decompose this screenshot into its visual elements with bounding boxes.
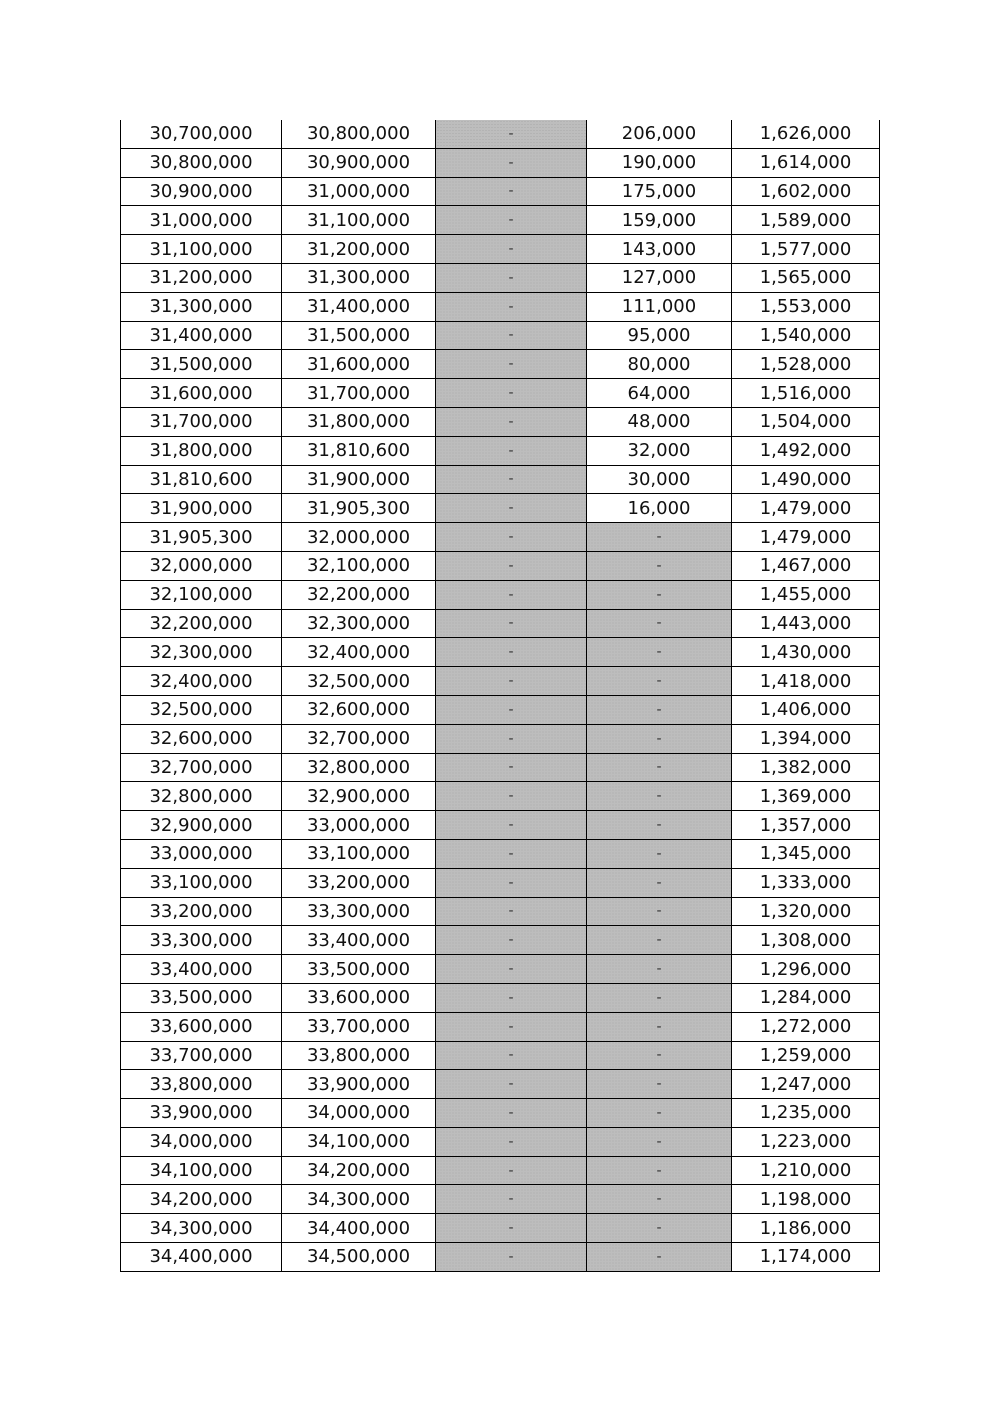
amount-col5-cell: 1,320,000 (732, 897, 880, 926)
amount-col5-cell: 1,492,000 (732, 436, 880, 465)
amount-col3-cell: - (436, 177, 587, 206)
income-from-cell: 32,300,000 (121, 638, 282, 667)
income-from-cell: 32,000,000 (121, 551, 282, 580)
amount-col4-cell: - (587, 1012, 732, 1041)
income-to-cell: 34,000,000 (282, 1099, 436, 1128)
amount-col4-cell: - (587, 839, 732, 868)
income-from-cell: 31,905,300 (121, 523, 282, 552)
amount-col4-cell: - (587, 1214, 732, 1243)
income-from-cell: 32,100,000 (121, 580, 282, 609)
amount-col4-cell: - (587, 609, 732, 638)
amount-col4-cell: 127,000 (587, 263, 732, 292)
amount-col5-cell: 1,479,000 (732, 494, 880, 523)
income-to-cell: 32,900,000 (282, 782, 436, 811)
amount-col3-cell: - (436, 1041, 587, 1070)
amount-col5-cell: 1,577,000 (732, 235, 880, 264)
income-to-cell: 33,700,000 (282, 1012, 436, 1041)
income-from-cell: 34,300,000 (121, 1214, 282, 1243)
amount-col4-cell: - (587, 580, 732, 609)
table-row (121, 436, 880, 465)
table-row (121, 1012, 880, 1041)
income-to-cell: 31,600,000 (282, 350, 436, 379)
table-row (121, 1185, 880, 1214)
amount-col3-cell: - (436, 494, 587, 523)
income-to-cell: 33,900,000 (282, 1070, 436, 1099)
table-row (121, 120, 880, 148)
amount-col5-cell: 1,504,000 (732, 407, 880, 436)
amount-col4-cell: 48,000 (587, 407, 732, 436)
income-to-cell: 32,600,000 (282, 695, 436, 724)
amount-col3-cell: - (436, 407, 587, 436)
amount-col5-cell: 1,210,000 (732, 1156, 880, 1185)
amount-col5-cell: 1,308,000 (732, 926, 880, 955)
amount-col3-cell: - (436, 638, 587, 667)
amount-col4-cell: - (587, 753, 732, 782)
income-to-cell: 31,800,000 (282, 407, 436, 436)
table-row (121, 263, 880, 292)
table-row (121, 868, 880, 897)
amount-col5-cell: 1,490,000 (732, 465, 880, 494)
amount-col5-cell: 1,602,000 (732, 177, 880, 206)
table-row (121, 926, 880, 955)
amount-col4-cell: - (587, 724, 732, 753)
table-row (121, 1070, 880, 1099)
income-from-cell: 34,100,000 (121, 1156, 282, 1185)
amount-col3-cell: - (436, 1243, 587, 1272)
amount-col3-cell: - (436, 379, 587, 408)
amount-col5-cell: 1,296,000 (732, 955, 880, 984)
table-row (121, 465, 880, 494)
income-from-cell: 31,900,000 (121, 494, 282, 523)
amount-col4-cell: - (587, 782, 732, 811)
income-from-cell: 32,400,000 (121, 667, 282, 696)
income-from-cell: 31,810,600 (121, 465, 282, 494)
income-to-cell: 34,300,000 (282, 1185, 436, 1214)
income-to-cell: 32,100,000 (282, 551, 436, 580)
table-row (121, 206, 880, 235)
amount-col5-cell: 1,479,000 (732, 523, 880, 552)
table-row (121, 321, 880, 350)
income-from-cell: 32,600,000 (121, 724, 282, 753)
table-row (121, 235, 880, 264)
income-from-cell: 33,800,000 (121, 1070, 282, 1099)
table-row (121, 782, 880, 811)
amount-col4-cell: - (587, 897, 732, 926)
income-to-cell: 31,400,000 (282, 292, 436, 321)
amount-col3-cell: - (436, 1070, 587, 1099)
amount-col5-cell: 1,589,000 (732, 206, 880, 235)
amount-col3-cell: - (436, 321, 587, 350)
amount-col5-cell: 1,198,000 (732, 1185, 880, 1214)
amount-col4-cell: - (587, 1041, 732, 1070)
amount-col4-cell: 95,000 (587, 321, 732, 350)
amount-col4-cell: 175,000 (587, 177, 732, 206)
amount-col3-cell: - (436, 811, 587, 840)
income-to-cell: 33,300,000 (282, 897, 436, 926)
income-from-cell: 31,300,000 (121, 292, 282, 321)
amount-col4-cell: 64,000 (587, 379, 732, 408)
table-row (121, 1243, 880, 1272)
income-to-cell: 33,000,000 (282, 811, 436, 840)
income-from-cell: 33,300,000 (121, 926, 282, 955)
amount-col4-cell: - (587, 695, 732, 724)
income-from-cell: 32,700,000 (121, 753, 282, 782)
table-row (121, 551, 880, 580)
amount-col5-cell: 1,565,000 (732, 263, 880, 292)
amount-col3-cell: - (436, 868, 587, 897)
income-from-cell: 33,700,000 (121, 1041, 282, 1070)
amount-col3-cell: - (436, 292, 587, 321)
income-to-cell: 31,900,000 (282, 465, 436, 494)
amount-col3-cell: - (436, 782, 587, 811)
amount-col3-cell: - (436, 667, 587, 696)
income-from-cell: 33,900,000 (121, 1099, 282, 1128)
amount-col4-cell: - (587, 523, 732, 552)
table-row (121, 955, 880, 984)
amount-col5-cell: 1,394,000 (732, 724, 880, 753)
amount-col3-cell: - (436, 695, 587, 724)
table-row (121, 1127, 880, 1156)
income-to-cell: 31,100,000 (282, 206, 436, 235)
income-from-cell: 32,200,000 (121, 609, 282, 638)
amount-col5-cell: 1,174,000 (732, 1243, 880, 1272)
amount-col5-cell: 1,357,000 (732, 811, 880, 840)
amount-col3-cell: - (436, 206, 587, 235)
amount-col5-cell: 1,443,000 (732, 609, 880, 638)
amount-col4-cell: - (587, 1156, 732, 1185)
amount-col4-cell: 190,000 (587, 148, 732, 177)
income-from-cell: 31,500,000 (121, 350, 282, 379)
income-to-cell: 31,200,000 (282, 235, 436, 264)
income-to-cell: 34,200,000 (282, 1156, 436, 1185)
income-from-cell: 31,100,000 (121, 235, 282, 264)
amount-col3-cell: - (436, 1099, 587, 1128)
amount-col5-cell: 1,528,000 (732, 350, 880, 379)
amount-col5-cell: 1,430,000 (732, 638, 880, 667)
amount-col3-cell: - (436, 897, 587, 926)
amount-col4-cell: - (587, 926, 732, 955)
income-to-cell: 31,810,600 (282, 436, 436, 465)
amount-col5-cell: 1,614,000 (732, 148, 880, 177)
amount-col3-cell: - (436, 1185, 587, 1214)
table-row (121, 667, 880, 696)
income-from-cell: 31,000,000 (121, 206, 282, 235)
amount-col5-cell: 1,455,000 (732, 580, 880, 609)
income-from-cell: 32,900,000 (121, 811, 282, 840)
income-from-cell: 31,200,000 (121, 263, 282, 292)
income-from-cell: 33,500,000 (121, 983, 282, 1012)
amount-col4-cell: - (587, 1099, 732, 1128)
amount-col4-cell: - (587, 955, 732, 984)
income-to-cell: 32,800,000 (282, 753, 436, 782)
income-from-cell: 31,800,000 (121, 436, 282, 465)
amount-col5-cell: 1,186,000 (732, 1214, 880, 1243)
table-row (121, 494, 880, 523)
income-to-cell: 34,100,000 (282, 1127, 436, 1156)
income-from-cell: 30,900,000 (121, 177, 282, 206)
income-to-cell: 32,700,000 (282, 724, 436, 753)
income-to-cell: 34,400,000 (282, 1214, 436, 1243)
amount-col5-cell: 1,345,000 (732, 839, 880, 868)
amount-col3-cell: - (436, 523, 587, 552)
income-from-cell: 31,400,000 (121, 321, 282, 350)
table-row (121, 724, 880, 753)
table-row (121, 983, 880, 1012)
table-row (121, 753, 880, 782)
amount-col3-cell: - (436, 983, 587, 1012)
table-row (121, 609, 880, 638)
amount-col5-cell: 1,406,000 (732, 695, 880, 724)
amount-col3-cell: - (436, 1214, 587, 1243)
table-row (121, 695, 880, 724)
income-to-cell: 33,400,000 (282, 926, 436, 955)
income-from-cell: 33,400,000 (121, 955, 282, 984)
table-row (121, 523, 880, 552)
amount-col3-cell: - (436, 350, 587, 379)
income-from-cell: 33,200,000 (121, 897, 282, 926)
table-row (121, 1041, 880, 1070)
income-from-cell: 32,800,000 (121, 782, 282, 811)
amount-col5-cell: 1,553,000 (732, 292, 880, 321)
income-to-cell: 30,900,000 (282, 148, 436, 177)
amount-col3-cell: - (436, 263, 587, 292)
amount-col4-cell: - (587, 667, 732, 696)
amount-col4-cell: 111,000 (587, 292, 732, 321)
amount-col4-cell: - (587, 811, 732, 840)
table-row (121, 407, 880, 436)
amount-col3-cell: - (436, 551, 587, 580)
amount-col5-cell: 1,284,000 (732, 983, 880, 1012)
table-row (121, 638, 880, 667)
amount-col3-cell: - (436, 753, 587, 782)
amount-col4-cell: - (587, 1127, 732, 1156)
income-to-cell: 30,800,000 (282, 120, 436, 148)
income-to-cell: 32,000,000 (282, 523, 436, 552)
amount-col4-cell: - (587, 868, 732, 897)
amount-col3-cell: - (436, 436, 587, 465)
amount-col3-cell: - (436, 839, 587, 868)
income-to-cell: 33,800,000 (282, 1041, 436, 1070)
income-to-cell: 34,500,000 (282, 1243, 436, 1272)
income-from-cell: 30,700,000 (121, 120, 282, 148)
amount-col4-cell: - (587, 1185, 732, 1214)
amount-col4-cell: 16,000 (587, 494, 732, 523)
income-to-cell: 32,200,000 (282, 580, 436, 609)
amount-col3-cell: - (436, 235, 587, 264)
amount-col4-cell: - (587, 983, 732, 1012)
income-to-cell: 32,300,000 (282, 609, 436, 638)
amount-col5-cell: 1,516,000 (732, 379, 880, 408)
income-to-cell: 31,000,000 (282, 177, 436, 206)
amount-col5-cell: 1,333,000 (732, 868, 880, 897)
income-from-cell: 33,100,000 (121, 868, 282, 897)
table-row (121, 897, 880, 926)
amount-col4-cell: 143,000 (587, 235, 732, 264)
income-to-cell: 33,100,000 (282, 839, 436, 868)
amount-col4-cell: 206,000 (587, 120, 732, 148)
amount-col5-cell: 1,467,000 (732, 551, 880, 580)
amount-col5-cell: 1,272,000 (732, 1012, 880, 1041)
income-to-cell: 33,600,000 (282, 983, 436, 1012)
amount-col3-cell: - (436, 465, 587, 494)
amount-col5-cell: 1,235,000 (732, 1099, 880, 1128)
amount-col5-cell: 1,259,000 (732, 1041, 880, 1070)
amount-col5-cell: 1,382,000 (732, 753, 880, 782)
amount-col5-cell: 1,540,000 (732, 321, 880, 350)
income-to-cell: 31,500,000 (282, 321, 436, 350)
amount-col3-cell: - (436, 1127, 587, 1156)
amount-col4-cell: - (587, 1243, 732, 1272)
income-from-cell: 33,600,000 (121, 1012, 282, 1041)
amount-col4-cell: 80,000 (587, 350, 732, 379)
tax-table (120, 120, 880, 1272)
amount-col3-cell: - (436, 609, 587, 638)
table-row (121, 379, 880, 408)
amount-col4-cell: - (587, 638, 732, 667)
amount-col5-cell: 1,418,000 (732, 667, 880, 696)
amount-col5-cell: 1,247,000 (732, 1070, 880, 1099)
amount-col3-cell: - (436, 120, 587, 148)
income-from-cell: 34,400,000 (121, 1243, 282, 1272)
table-row (121, 1156, 880, 1185)
amount-col3-cell: - (436, 148, 587, 177)
amount-col4-cell: - (587, 1070, 732, 1099)
income-to-cell: 31,300,000 (282, 263, 436, 292)
table-row (121, 1099, 880, 1128)
table-row (121, 292, 880, 321)
income-from-cell: 31,700,000 (121, 407, 282, 436)
income-to-cell: 32,400,000 (282, 638, 436, 667)
amount-col4-cell: 159,000 (587, 206, 732, 235)
amount-col4-cell: 32,000 (587, 436, 732, 465)
income-to-cell: 31,700,000 (282, 379, 436, 408)
amount-col5-cell: 1,626,000 (732, 120, 880, 148)
income-from-cell: 33,000,000 (121, 839, 282, 868)
amount-col3-cell: - (436, 580, 587, 609)
income-from-cell: 34,200,000 (121, 1185, 282, 1214)
income-to-cell: 33,500,000 (282, 955, 436, 984)
table-row (121, 839, 880, 868)
amount-col4-cell: - (587, 551, 732, 580)
income-from-cell: 31,600,000 (121, 379, 282, 408)
amount-col3-cell: - (436, 724, 587, 753)
income-from-cell: 32,500,000 (121, 695, 282, 724)
amount-col3-cell: - (436, 1156, 587, 1185)
table-row (121, 350, 880, 379)
income-to-cell: 33,200,000 (282, 868, 436, 897)
income-to-cell: 32,500,000 (282, 667, 436, 696)
amount-col5-cell: 1,223,000 (732, 1127, 880, 1156)
table-row (121, 177, 880, 206)
amount-col5-cell: 1,369,000 (732, 782, 880, 811)
tax-table-body (121, 120, 880, 1271)
table-row (121, 1214, 880, 1243)
table-row (121, 580, 880, 609)
table-row (121, 148, 880, 177)
amount-col3-cell: - (436, 926, 587, 955)
income-from-cell: 34,000,000 (121, 1127, 282, 1156)
amount-col3-cell: - (436, 955, 587, 984)
table-row (121, 811, 880, 840)
income-from-cell: 30,800,000 (121, 148, 282, 177)
income-to-cell: 31,905,300 (282, 494, 436, 523)
amount-col4-cell: 30,000 (587, 465, 732, 494)
amount-col3-cell: - (436, 1012, 587, 1041)
